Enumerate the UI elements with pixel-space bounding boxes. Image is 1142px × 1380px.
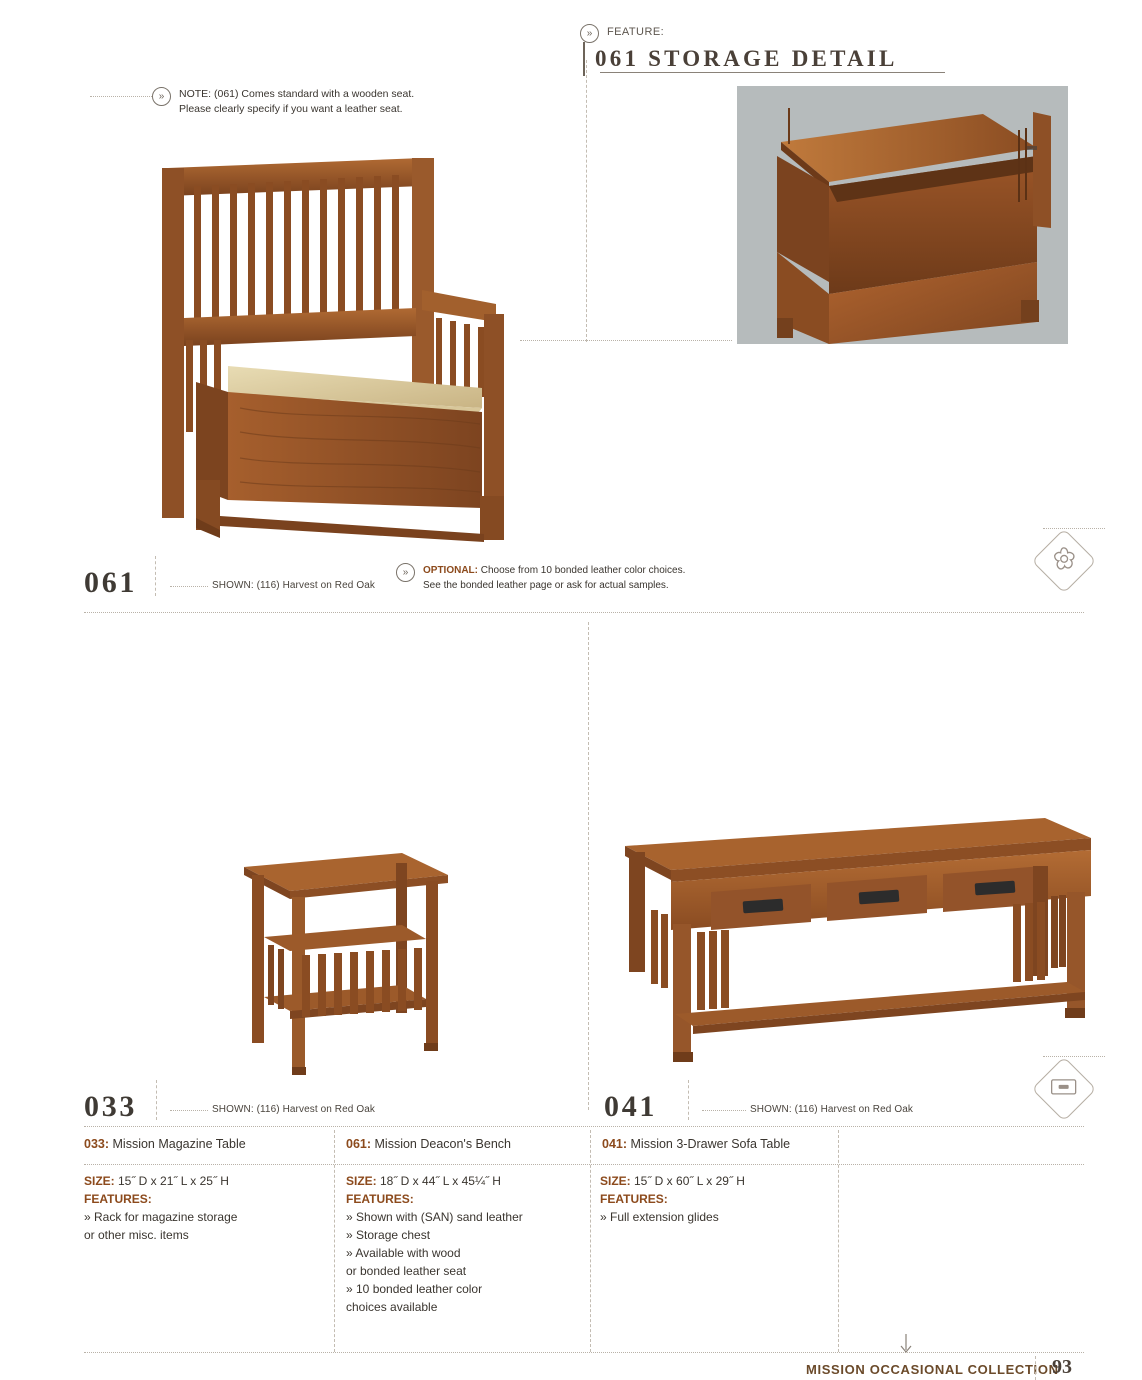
spec-features-label-041: FEATURES: [600,1192,668,1206]
list-item: » Storage chest [346,1228,431,1242]
product-number-041: 041 [604,1090,658,1123]
list-item: » Shown with (SAN) sand leather [346,1210,523,1224]
list-item: » 10 bonded leather color [346,1282,483,1296]
feature-title: 061 STORAGE DETAIL [595,46,898,71]
spec-feature-list-041 [600,1208,830,1226]
spec-title-061: Mission Deacon's Bench [371,1137,511,1151]
list-item: » Available with wood [346,1246,461,1260]
feature-title-rule [583,42,585,76]
note-line-2: Please clearly specify if you want a leather seat. [179,103,403,116]
spec-title-033: Mission Magazine Table [109,1137,246,1151]
spec-size-label-041: SIZE: [600,1174,631,1188]
spec-code-033: 033: [84,1137,110,1151]
chevron-double-right-icon: » [396,563,415,582]
list-item: choices available [346,1300,438,1314]
spec-col-divider-3 [838,1130,839,1352]
footer-collection: MISSION OCCASIONAL COLLECTION [806,1362,1059,1377]
list-item: » Full extension glides [600,1210,719,1224]
spec-body-033 [84,1172,324,1244]
spec-size-label-033: SIZE: [84,1174,115,1188]
product-image-033 [230,845,460,1085]
spec-col-divider-2 [590,1130,591,1352]
list-item: » Rack for magazine storage [84,1210,238,1224]
spec-col-divider-1 [334,1130,335,1352]
spec-size-033 [84,1172,324,1190]
list-item: or bonded leather seat [346,1264,467,1278]
product-image-041 [615,800,1095,1090]
spec-header-061 [346,1137,511,1151]
spec-header-row [84,1134,1084,1162]
spec-header-033 [84,1137,246,1151]
list-item: or other misc. items [84,1228,189,1242]
detail-connector-line [520,340,732,341]
caption-divider-041 [688,1080,689,1120]
caption-leader-041 [702,1110,746,1111]
column-divider-middle [588,622,589,1110]
chevron-double-right-icon: » [152,87,171,106]
note-leader-line [90,96,152,97]
section-divider-top [84,612,1084,613]
badge-leader-line-1 [1043,528,1105,529]
spec-code-061: 061: [346,1137,372,1151]
spec-size-value-061: 18˝ D x 44˝ L x 45¼˝ H [376,1174,501,1188]
spec-size-value-041: 15˝ D x 60˝ L x 29˝ H [630,1174,745,1188]
feature-kicker: FEATURE: [607,26,665,38]
badge-leader-line-2 [1043,1056,1105,1057]
caption-leader-033 [170,1110,208,1111]
footer-arrow-icon [900,1334,912,1359]
spec-features-label-033: FEATURES: [84,1192,152,1206]
note-callout [152,87,414,117]
caption-divider-061 [155,556,156,596]
spec-size-value-033: 15˝ D x 21˝ L x 25˝ H [114,1174,229,1188]
product-number-061: 061 [84,566,138,599]
spec-size-041 [600,1172,830,1190]
spec-header-041 [602,1137,790,1151]
product-number-033: 033 [84,1090,138,1123]
product-image-061 [150,140,520,555]
spec-feature-list-061 [346,1208,586,1316]
optional-line-2: See the bonded leather page or ask for actual samples. [423,579,669,591]
shown-text-061: SHOWN: (116) Harvest on Red Oak [212,580,375,591]
shown-text-041: SHOWN: (116) Harvest on Red Oak [750,1104,913,1115]
storage-detail-photo [737,86,1068,344]
note-line-1: NOTE: (061) Comes standard with a wooden seat. [179,88,415,100]
caption-leader-061 [170,586,208,587]
footer-page-number: 93 [1052,1356,1072,1378]
feature-underline [600,72,945,73]
optional-text-1: Choose from 10 bonded leather color choices. [478,565,686,576]
caption-divider-033 [156,1080,157,1120]
spec-table-mid-rule [84,1164,1084,1165]
optional-label: OPTIONAL: [423,565,478,576]
feature-title-row [583,42,898,76]
spec-table-bottom-rule [84,1352,1084,1353]
spec-feature-list-033 [84,1208,324,1244]
spec-title-041: Mission 3-Drawer Sofa Table [627,1137,791,1151]
spec-size-061 [346,1172,586,1190]
spec-features-label-061: FEATURES: [346,1192,414,1206]
spec-body-041 [600,1172,830,1226]
flower-medallion-icon [1041,538,1087,584]
drawer-glide-icon [1041,1066,1087,1112]
spec-body-061 [346,1172,586,1316]
spec-code-041: 041: [602,1137,628,1151]
chevron-double-right-icon: » [580,24,599,43]
feature-connector-vertical [586,60,587,342]
spec-size-label-061: SIZE: [346,1174,377,1188]
optional-callout [396,563,685,593]
feature-header [580,24,664,43]
shown-text-033: SHOWN: (116) Harvest on Red Oak [212,1104,375,1115]
spec-table-top-rule [84,1126,1084,1127]
optional-line-1 [423,564,685,579]
footer-divider [1035,1356,1036,1380]
